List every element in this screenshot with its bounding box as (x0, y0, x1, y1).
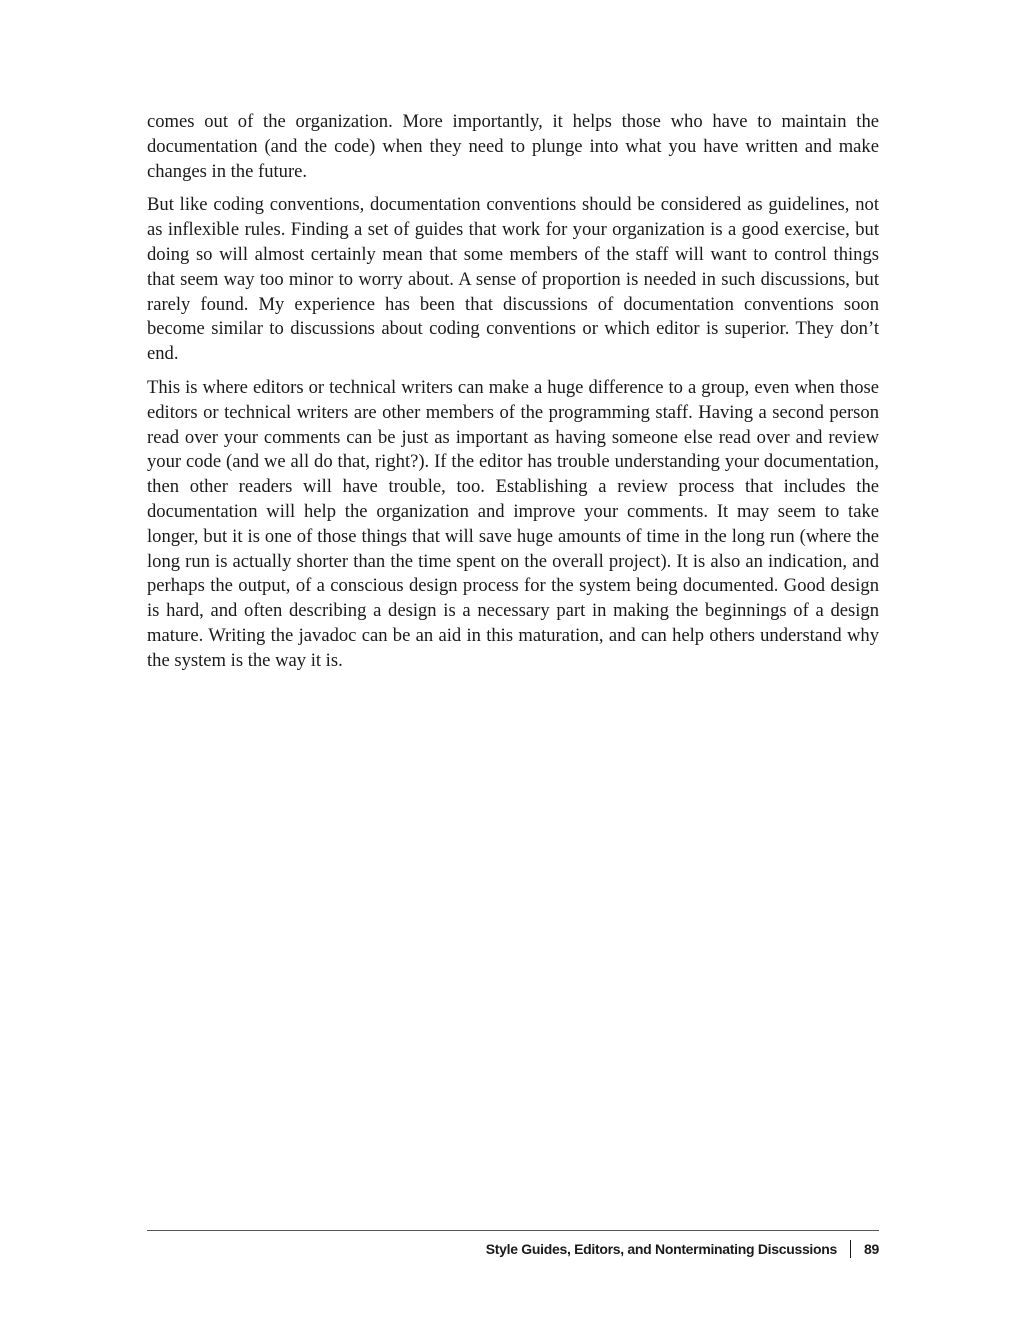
paragraph-2: But like coding conventions, documentation conventions should be considered as guidelines, not as inflexible rules. Finding a set of guides that work for your organization is a good exercise, but doing so will almost certainly mean that some members of the staff will want to control things that seem way too minor to worry about. A sense of proportion is needed in such discussions, but rarely found. My experience has been that discussions of documentation conventions soon become similar to discussions about coding conventions or which editor is superior. They don’t end. (147, 194, 879, 365)
footer-divider (147, 1230, 879, 1231)
paragraph-1: comes out of the organization. More importantly, it helps those who have to maintain the documentation (and the code) when they need to plunge into what you have written and make changes in the future. (147, 111, 879, 182)
page-number: 89 (864, 1241, 879, 1257)
page-footer (486, 1240, 879, 1258)
body-text (147, 110, 879, 683)
running-footer-title: Style Guides, Editors, and Nonterminating Discussions (485, 1241, 838, 1257)
footer-separator (850, 1240, 851, 1258)
paragraph-3: This is where editors or technical writers can make a huge difference to a group, even when those editors or technical writers are other members of the programming staff. Having a second person read over your comments can be just as important as having someone else read over and review your code (and we all do that, right?). If the editor has trouble understanding your documentation, then other readers will have trouble, too. Establishing a review process that includes the documentation will help the organization and improve your comments. It may seem to take longer, but it is one of those things that will save huge amounts of time in the long run (where the long run is actually shorter than the time spent on the overall project). It is also an indication, and perhaps the output, of a conscious design process for the system being documented. Good design is hard, and often describing a design is a necessary part in making the beginnings of a design mature. Writing the javadoc can be an aid in this maturation, and can help others understand why the system is the way it is. (147, 376, 879, 671)
